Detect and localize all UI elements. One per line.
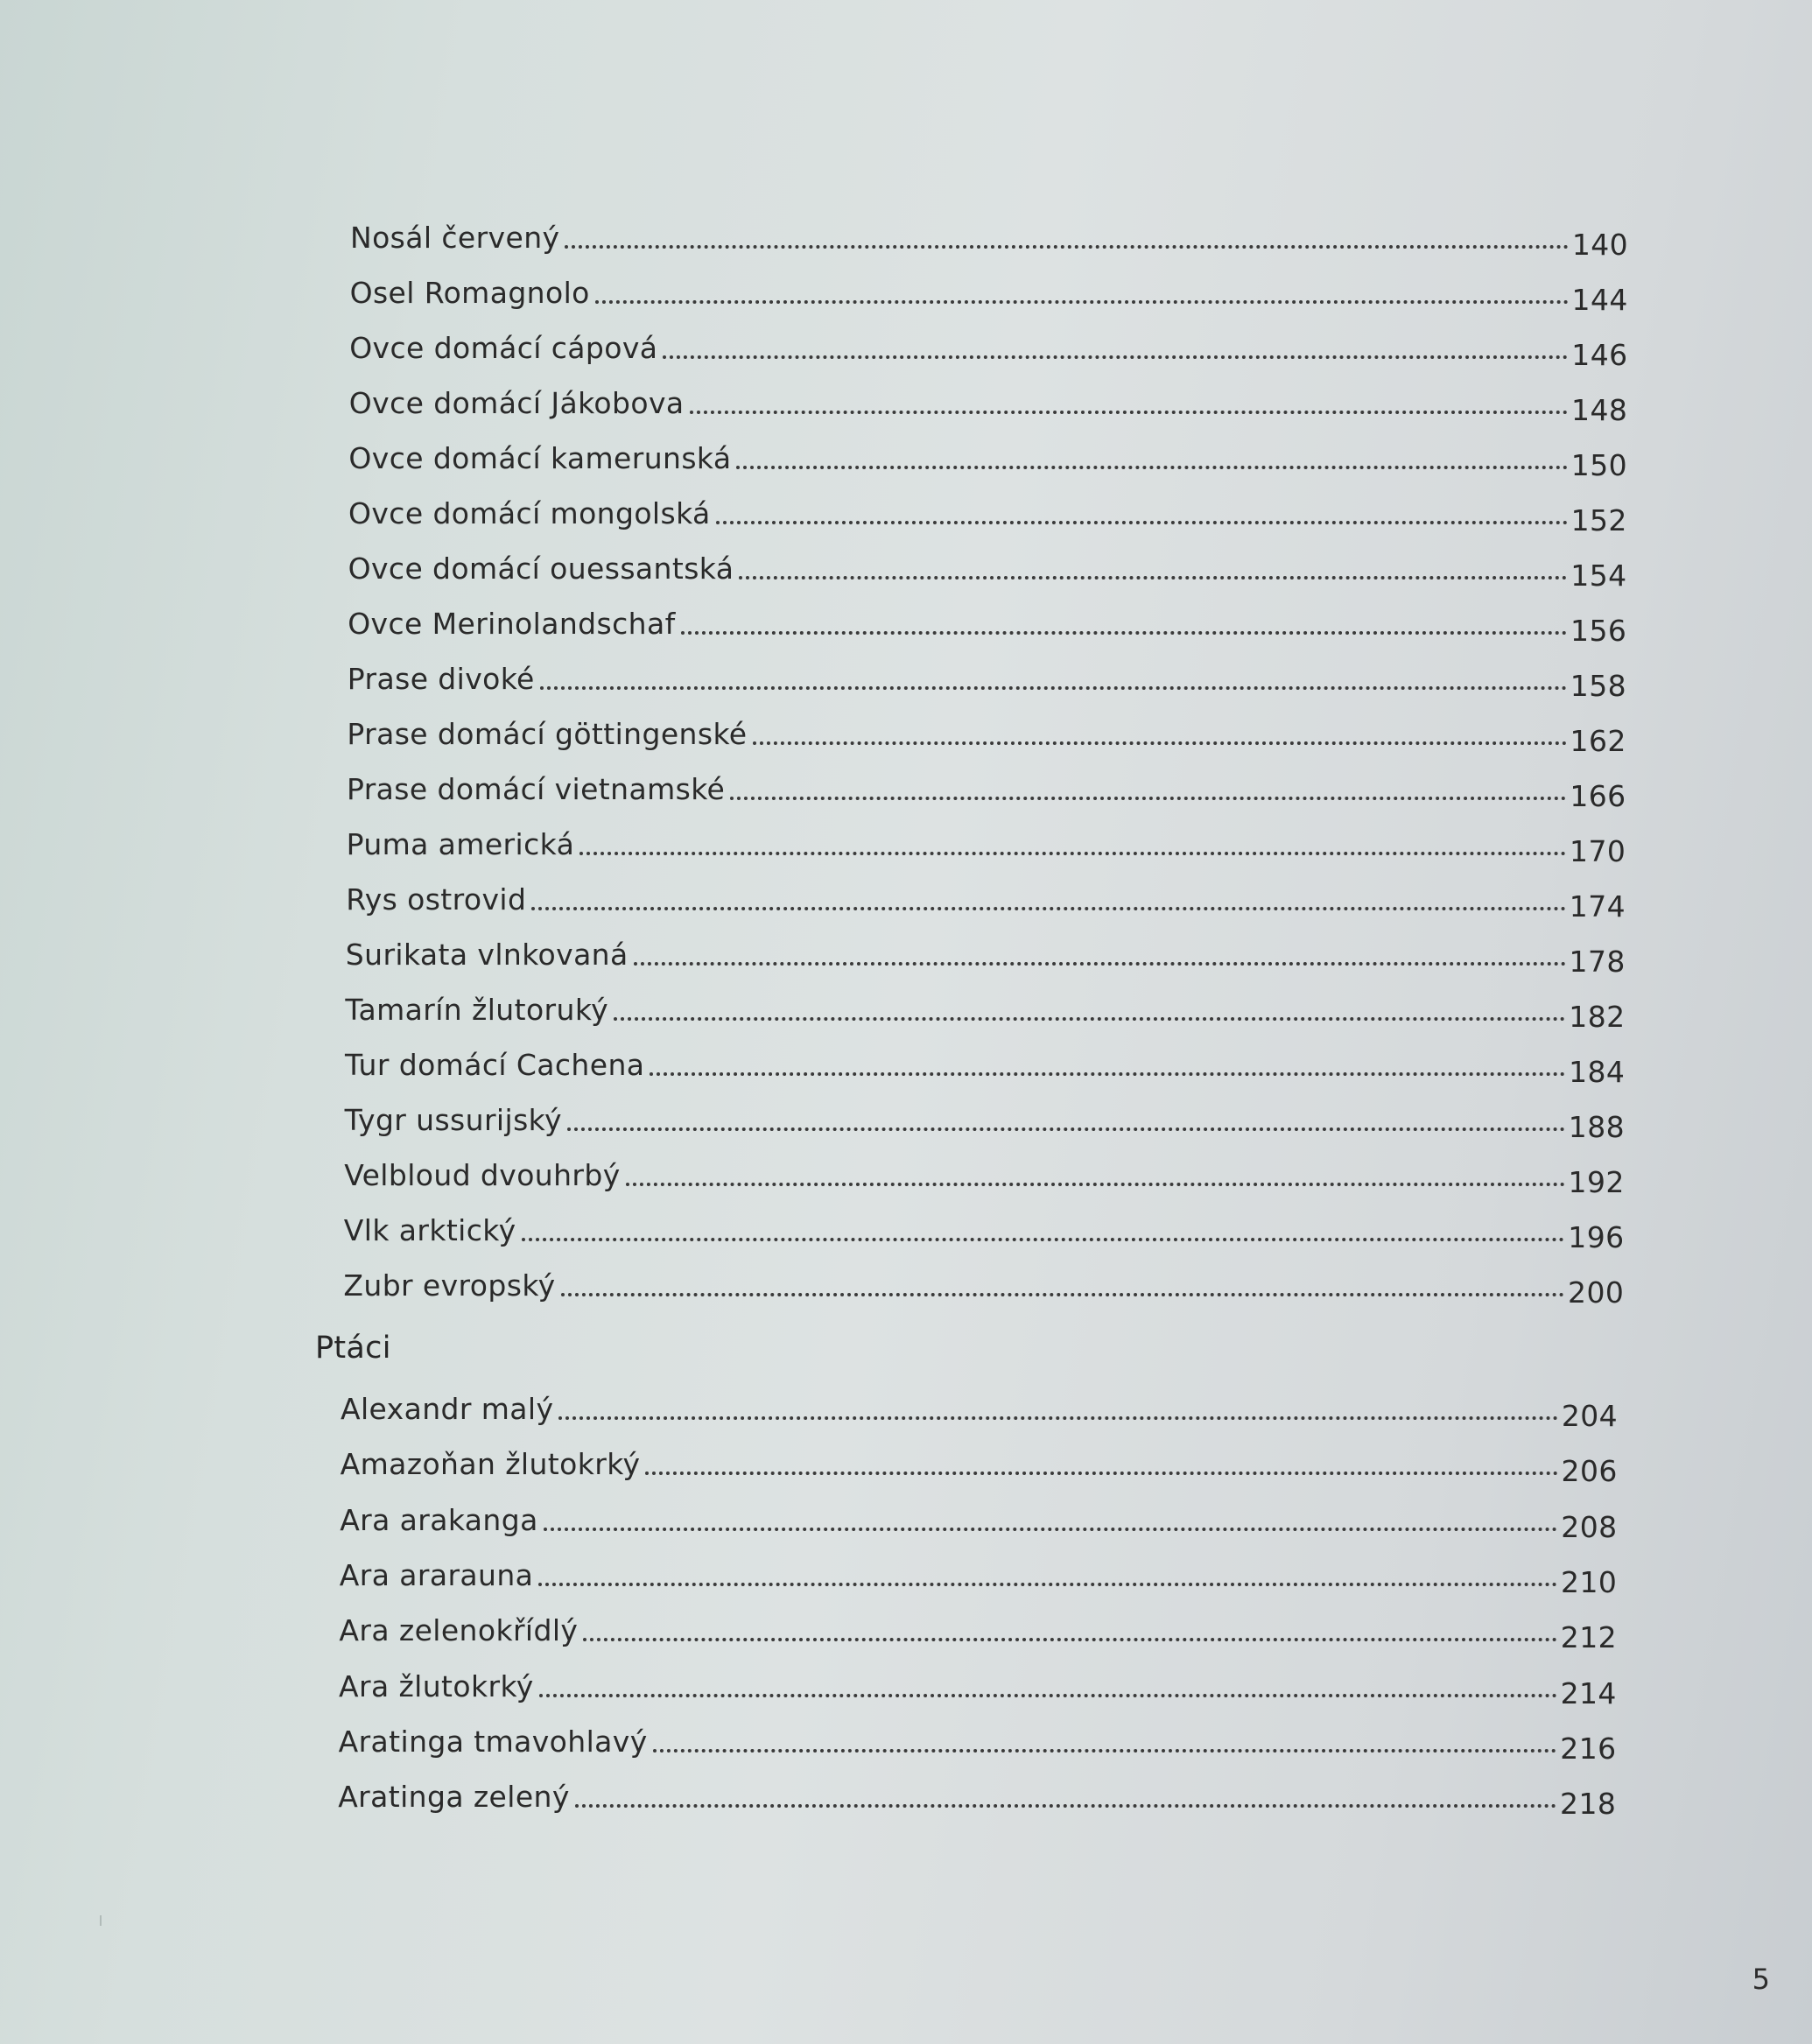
toc-entry-title: Ara arakanga: [340, 1502, 538, 1537]
dot-leader: [690, 411, 1569, 414]
toc-entry: [343, 1247, 1625, 1310]
toc-entry: [346, 806, 1626, 868]
toc-entry-title: Nosál červený: [350, 221, 560, 255]
toc-entry-title: Ovce domácí mongolská: [348, 496, 711, 530]
toc-entry-page: 214: [1560, 1675, 1617, 1710]
toc-entry-title: Surikata vlnkovaná: [345, 938, 629, 972]
toc-entry-title: Tygr ussurijský: [344, 1103, 562, 1137]
toc-entry-title: Ovce domácí cápová: [349, 331, 658, 365]
toc-entry: [348, 475, 1627, 537]
dot-leader: [653, 1749, 1557, 1753]
toc-entry: [340, 1482, 1618, 1544]
toc-entry-title: Tur domácí Cachena: [345, 1048, 645, 1082]
toc-entry: [350, 200, 1628, 262]
toc-entry: [349, 310, 1628, 372]
toc-entry-page: 200: [1568, 1275, 1625, 1310]
toc-entry-title: Ara ararauna: [339, 1557, 534, 1592]
toc-entry-title: Prase domácí göttingenské: [347, 717, 748, 751]
toc-entry: [348, 365, 1628, 427]
toc-entry: [339, 1648, 1617, 1710]
dot-leader: [558, 1416, 1557, 1420]
dot-leader: [650, 1072, 1565, 1076]
toc-entry-title: Osel Romagnolo: [349, 276, 590, 310]
toc-entry-page: 184: [1569, 1055, 1626, 1089]
toc-entry: [345, 917, 1626, 979]
page-number: 5: [1752, 1963, 1770, 1996]
toc-entry: [344, 1137, 1625, 1199]
toc-entry-page: 218: [1560, 1787, 1617, 1822]
toc-entry-title: Aratinga tmavohlavý: [338, 1724, 648, 1759]
toc-entry: [348, 420, 1627, 482]
toc-entry-page: 158: [1570, 669, 1626, 703]
toc-entry-title: Prase divoké: [347, 662, 535, 696]
dot-leader: [739, 576, 1567, 579]
toc-entry: [347, 751, 1626, 813]
toc-entry-title: Ovce domácí kamerunská: [348, 441, 732, 475]
toc-entry: [341, 1371, 1618, 1433]
toc-entry-page: 196: [1568, 1220, 1625, 1254]
toc-entry-title: Ara zelenokřídlý: [339, 1613, 579, 1648]
toc-entry-page: 140: [1571, 228, 1628, 262]
toc-entry-page: 174: [1569, 889, 1626, 924]
toc-entry-page: 212: [1560, 1620, 1617, 1655]
dot-leader: [736, 466, 1567, 469]
dot-leader: [614, 1017, 1565, 1021]
dot-leader: [681, 631, 1567, 635]
toc-entry-page: 204: [1561, 1399, 1618, 1433]
toc-entry-page: 182: [1569, 1000, 1626, 1034]
dot-leader: [567, 1127, 1565, 1131]
dot-leader: [539, 1694, 1557, 1697]
dot-leader: [531, 907, 1565, 910]
toc-entry-page: 152: [1570, 503, 1627, 537]
toc-entry-page: 210: [1561, 1564, 1618, 1599]
toc-entry-page: 192: [1568, 1165, 1625, 1199]
toc-entry-title: Vlk arktický: [343, 1213, 516, 1247]
toc-entry: [349, 255, 1628, 317]
dot-leader: [565, 245, 1568, 249]
toc-entry: [348, 530, 1627, 593]
toc-entry: [340, 1426, 1618, 1489]
toc-entry: [347, 641, 1626, 703]
toc-entry: [346, 861, 1626, 924]
dot-leader: [730, 797, 1566, 800]
dot-leader: [561, 1293, 1564, 1296]
toc-entry: [345, 1027, 1626, 1089]
toc-entry-title: Velbloud dvouhrbý: [344, 1158, 621, 1192]
toc-entry-title: Ovce domácí Jákobova: [348, 386, 685, 420]
toc-entry-page: 144: [1571, 283, 1628, 317]
dot-leader: [595, 300, 1569, 304]
dot-leader: [753, 741, 1567, 745]
toc-entry-page: 148: [1571, 393, 1628, 427]
dot-leader: [579, 852, 1566, 855]
dot-leader: [544, 1528, 1558, 1531]
dot-leader: [583, 1638, 1556, 1641]
section-heading-birds: Ptáci: [315, 1331, 391, 1366]
toc-entry-title: Puma americká: [346, 827, 575, 861]
dot-leader: [634, 962, 1566, 966]
toc-entry-page: 208: [1561, 1509, 1618, 1544]
dot-leader: [538, 1583, 1557, 1586]
toc-entry: [347, 696, 1626, 758]
toc-entry-page: 156: [1570, 614, 1627, 648]
toc-entry-page: 146: [1571, 338, 1628, 372]
toc-entry-page: 154: [1570, 558, 1627, 593]
toc-entry-title: Ovce domácí ouessantská: [348, 551, 734, 586]
toc-entry-page: 166: [1570, 779, 1626, 813]
toc-entry: [345, 972, 1626, 1034]
toc-entry-title: Tamarín žlutoruký: [345, 993, 609, 1027]
toc-entry-title: Rys ostrovid: [346, 882, 527, 917]
dot-leader: [540, 686, 1567, 690]
dot-leader: [575, 1804, 1556, 1808]
toc-entry-page: 216: [1560, 1731, 1617, 1766]
toc-entry: [339, 1592, 1617, 1655]
toc-entry: [338, 1703, 1617, 1766]
toc-entry-page: 206: [1561, 1454, 1618, 1489]
dot-leader: [522, 1238, 1565, 1241]
dot-leader: [645, 1472, 1557, 1475]
toc-entry-title: Amazoňan žlutokrký: [340, 1447, 641, 1482]
dot-leader: [663, 355, 1568, 359]
dot-leader: [716, 521, 1568, 524]
toc-entry-page: 170: [1570, 834, 1626, 868]
toc-entry: [348, 586, 1627, 648]
toc-entry-page: 150: [1570, 448, 1627, 482]
toc-entry-title: Zubr evropský: [343, 1268, 556, 1303]
toc-entry: [338, 1759, 1617, 1822]
dot-leader: [626, 1183, 1565, 1186]
toc-entry-title: Alexandr malý: [341, 1392, 554, 1426]
toc-entry-title: Aratinga zelený: [338, 1780, 570, 1815]
paper-speck: [100, 1915, 102, 1926]
toc-entry: [344, 1082, 1625, 1144]
toc-entry-title: Ovce Merinolandschaf: [348, 607, 676, 641]
toc-entry-page: 178: [1569, 945, 1626, 979]
toc-entry-title: Prase domácí vietnamské: [347, 772, 726, 806]
toc-entry: [343, 1192, 1625, 1254]
toc-entry-title: Ara žlutokrký: [339, 1668, 534, 1703]
toc-entry-page: 188: [1568, 1110, 1625, 1144]
toc-entry-page: 162: [1570, 724, 1626, 758]
toc-entry: [339, 1537, 1618, 1599]
